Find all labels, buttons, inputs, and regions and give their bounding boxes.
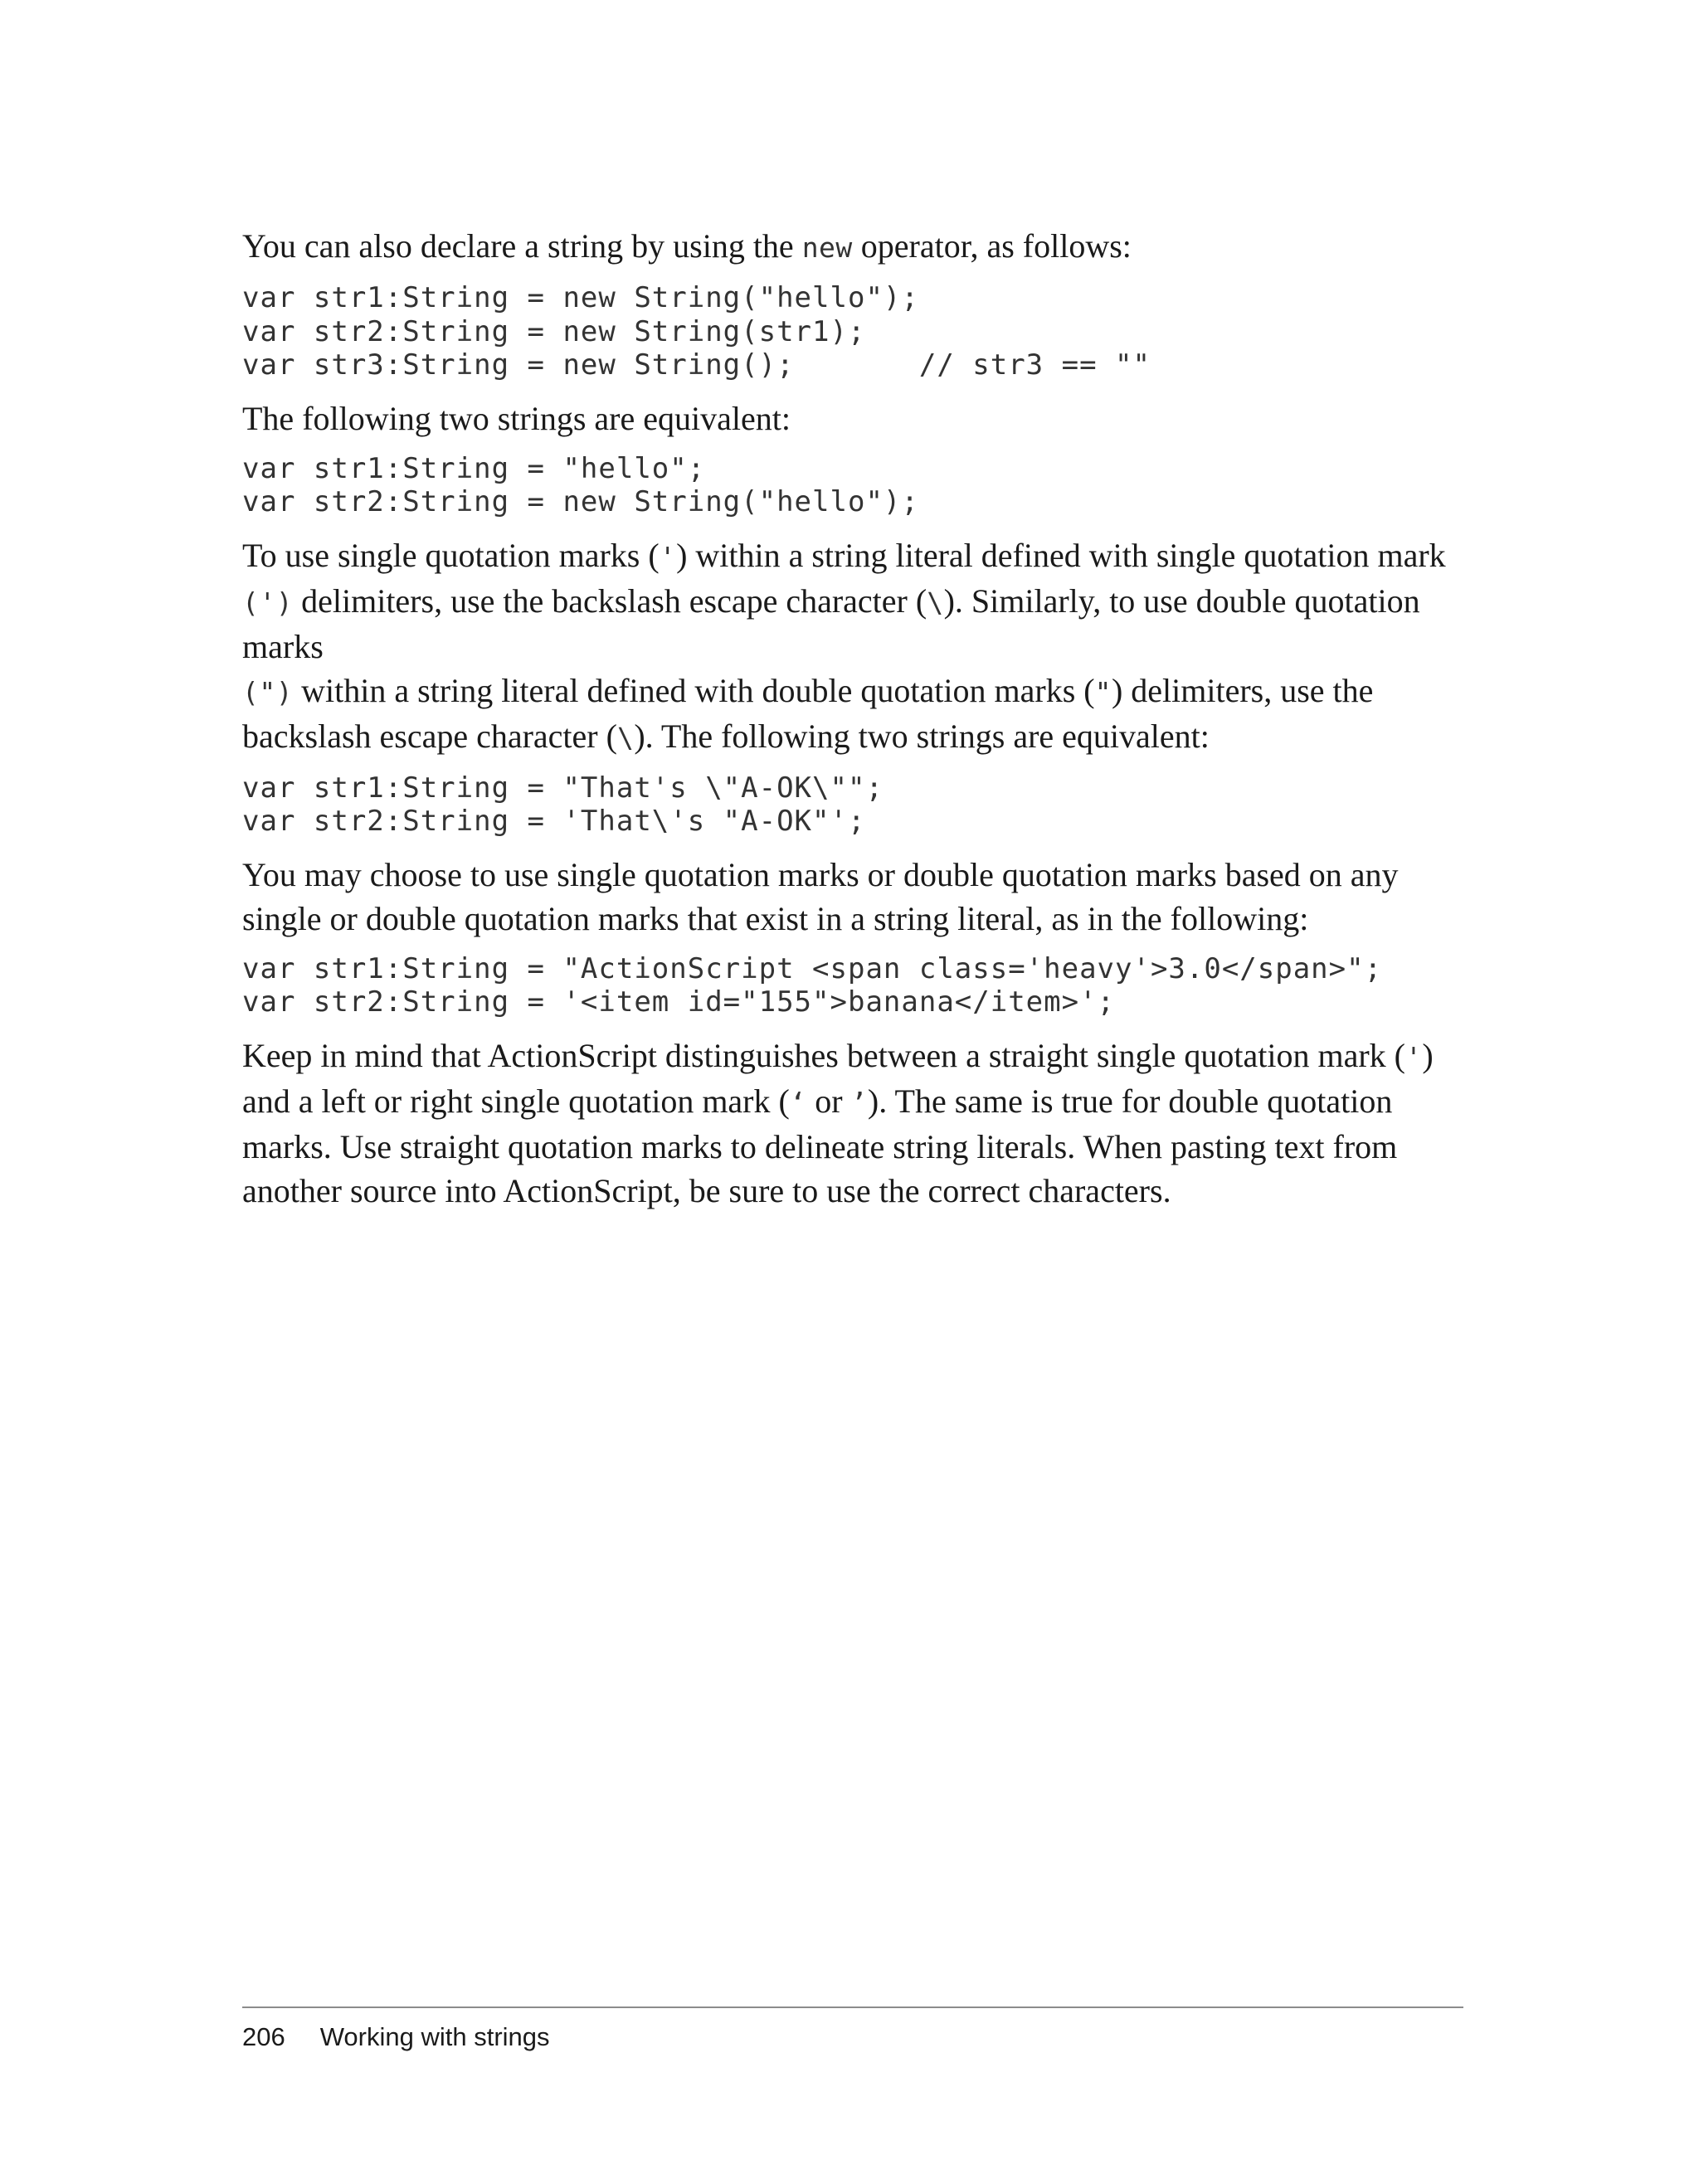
inline-code: ' [1404,1040,1423,1073]
code-line: var str2:String = '<item id="155">banana</item>'; [242,985,1116,1019]
text: backslash escape character ( [242,717,617,755]
inline-code: (') [242,586,294,619]
inline-code: \ [927,586,944,619]
page-content [242,224,1462,1213]
code-line: var str2:String = new String(str1); [242,314,866,348]
inline-code: (") [242,675,294,708]
paragraph-new-operator [242,224,1462,270]
text: ). Similarly, to use double quotation marks [242,581,1420,665]
code-line: var str1:String = new String("hello"); [242,281,919,314]
code-line: var str1:String = "hello"; [242,451,706,485]
inline-code: ' [659,540,677,573]
page-number: 206 [242,2022,285,2051]
inline-code: ‘ [789,1086,807,1119]
text: or [806,1082,851,1120]
code-block-equivalent [242,452,1462,519]
text: You can also declare a string by using the [242,227,802,265]
text: and a left or right single quotation mark ( [242,1082,790,1120]
text: ) [1422,1036,1434,1074]
text: delimiters, use the backslash escape character ( [293,581,927,620]
inline-code-new: new [801,231,853,264]
code-line: var str1:String = "ActionScript <span class='heavy'>3.0</span>"; [242,951,1383,985]
inline-code: \ [616,721,635,754]
footer-rule [242,2006,1463,2008]
text: ). The same is true for double quotation [867,1082,1393,1120]
paragraph-choose-quotes: You may choose to use single quotation marks or double quotation marks based on any single or double quotation marks that exist in a string literal, as in the following: [242,855,1399,937]
inline-code: " [1094,675,1112,708]
inline-code: ’ [850,1086,868,1119]
text: marks. Use straight quotation marks to delineate string literals. When pasting text from another source into ActionScript, be sure to use the correct characters. [242,1127,1398,1209]
paragraph-straight-quotes [242,1034,1462,1213]
section-title: Working with strings [319,2022,550,2051]
page-footer [242,2021,550,2054]
text: within a string literal defined with double quotation marks ( [293,671,1095,709]
code-block-new-string [242,281,1462,382]
paragraph-escape-character [242,533,1462,760]
code-line: var str2:String = new String("hello"); [242,485,919,518]
code-line: var str1:String = "That's \"A-OK\""; [242,771,884,805]
code-block-mixed-quotes [242,952,1462,1019]
code-line: var str3:String = new String(); // str3 == "" [242,348,1151,382]
text: Keep in mind that ActionScript distinguishes between a straight single quotation mark ( [242,1036,1405,1074]
text: To use single quotation marks ( [242,536,660,574]
text: ). The following two strings are equivalent: [634,717,1210,755]
text: ) delimiters, use the [1111,671,1374,709]
paragraph-equivalent: The following two strings are equivalent: [242,399,791,437]
code-line: var str2:String = 'That\'s "A-OK"'; [242,805,866,838]
text: ) within a string literal defined with single quotation mark [676,536,1446,574]
text: operator, as follows: [852,227,1132,265]
code-block-escaped-quotes [242,771,1462,839]
